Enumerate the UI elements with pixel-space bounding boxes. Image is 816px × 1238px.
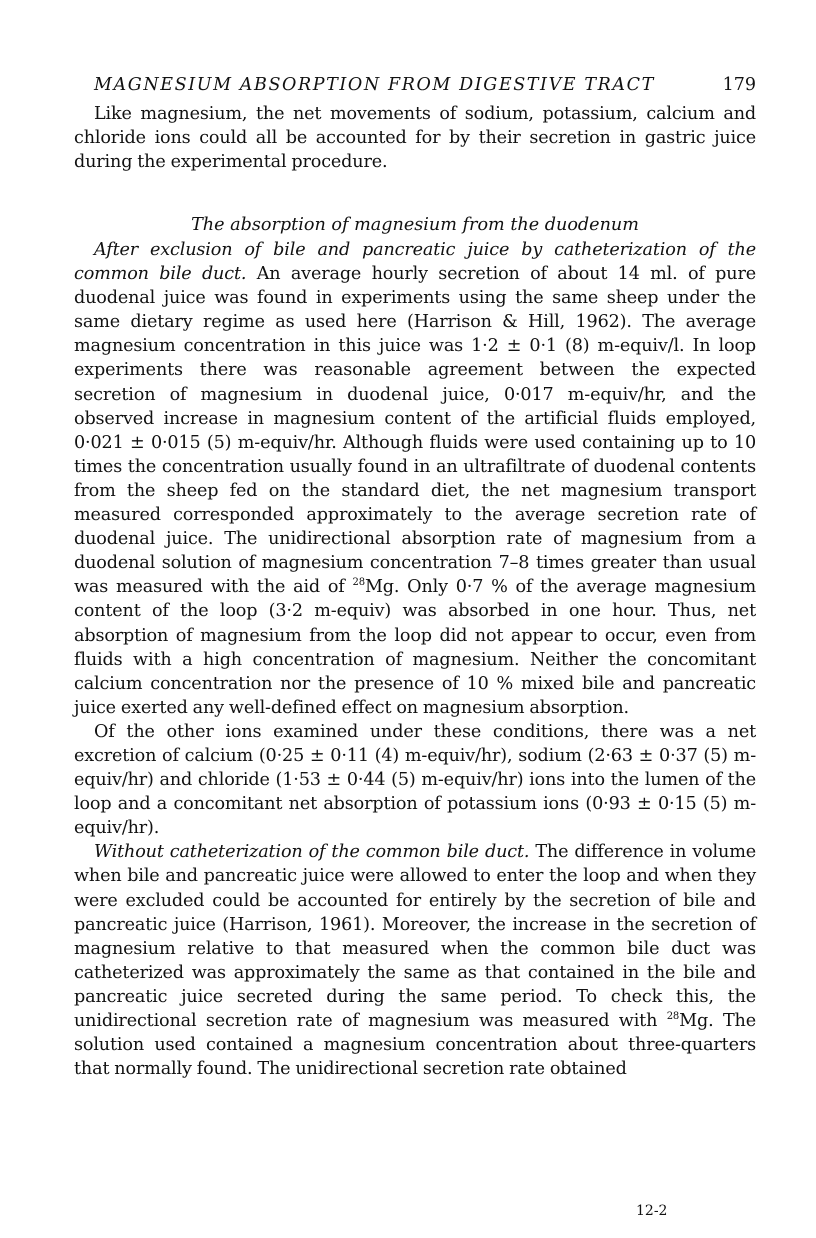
- isotope-mass-superscript: 28: [352, 577, 365, 589]
- paragraph-text: Only 0·7 % of the average magnesium content of the loop (3·2 m-equiv) was absorbed in one hour. Thus, net absorption of magnesium from the loop did not appear to occur, even from fluids with a high concentration of magnesium. Neither the concomitant calcium concentration nor the presence of 10 % mixed bile and pancreatic juice exerted any well-defined effect on magnesium absorption.: [74, 577, 756, 718]
- paragraph-text: The solution used contained a magnesium concentration about three-quarters that normally found. The unidirectional secretion rate obtained: [74, 1011, 756, 1080]
- paragraph-other-ions: Of the other ions examined under these conditions, there was a net excretion of calcium (0·25 ± 0·11 (4) m-equiv/hr), sodium (2·63 ± 0·37 (5) m-equiv/hr) and chloride (1·53 ± 0·44 (5) m-equiv/hr) ions into the lumen of the loop and a concomitant net absorption of potassium ions (0·93 ± 0·15 (5) m-equiv/hr).: [74, 721, 756, 839]
- section-body: [74, 238, 756, 1081]
- intro-block: [74, 102, 756, 174]
- paragraph-text: An average hourly secretion of about 14 ml. of pure duodenal juice was found in experiments using the same sheep under the same dietary regime as used here (Harrison & Hill, 1962). The average magnesium concentration in this juice was 1·2 ± 0·1 (8) m-equiv/l. In loop experiments there was reasonable agreement between the expected secretion of magnesium in duodenal juice, 0·017 m-equiv/hr, and the observed increase in magnesium content of the artificial fluids employed, 0·021 ± 0·015 (5) m-equiv/hr. Although fluids were used containing up to 10 times the concentration usually found in an ultrafiltrate of duodenal contents from the sheep fed on the standard diet, the net magnesium transport measured corresponded approximately to the average secretion rate of duodenal juice. The unidirectional absorption rate of magnesium from a duodenal solution of magnesium concentration 7–8 times greater than usual was measured with the aid of: [74, 264, 756, 598]
- signature-mark: 12-2: [636, 1203, 668, 1219]
- intro-paragraph: Like magnesium, the net movements of sodium, potassium, calcium and chloride ions could all be accounted for by their secretion in gastric juice during the experimental procedure.: [74, 104, 756, 173]
- paragraph-bile-not-excluded: [74, 840, 756, 1081]
- paragraph-bile-excluded: [74, 238, 756, 720]
- paragraph-text: The difference in volume when bile and pancreatic juice were allowed to enter the loop and when they were excluded could be accounted for entirely by the secretion of bile and pancreatic juice (Harrison, 1961). Moreover, the increase in the secretion of magnesium relative to that measured when the common bile duct was catheterized was approximately the same as that contained in the bile and pancreatic juice secreted during the same period. To check this, the unidirectional secretion rate of magnesium was measured with: [74, 842, 756, 1031]
- paragraph-lead-italic: After exclusion of bile and pancreatic juice by catheterization of the common bile duct.: [74, 240, 756, 285]
- section-heading: The absorption of magnesium from the duodenum: [191, 215, 639, 235]
- page-number: 179: [722, 75, 756, 95]
- running-title: MAGNESIUM ABSORPTION FROM DIGESTIVE TRACT: [94, 75, 655, 95]
- running-head: [94, 75, 756, 95]
- isotope-symbol: Mg.: [364, 577, 400, 598]
- paragraph-lead-italic: Without catheterization of the common bile duct.: [94, 842, 530, 863]
- isotope-mass-superscript: 28: [666, 1011, 680, 1022]
- isotope-symbol: Mg.: [679, 1011, 714, 1031]
